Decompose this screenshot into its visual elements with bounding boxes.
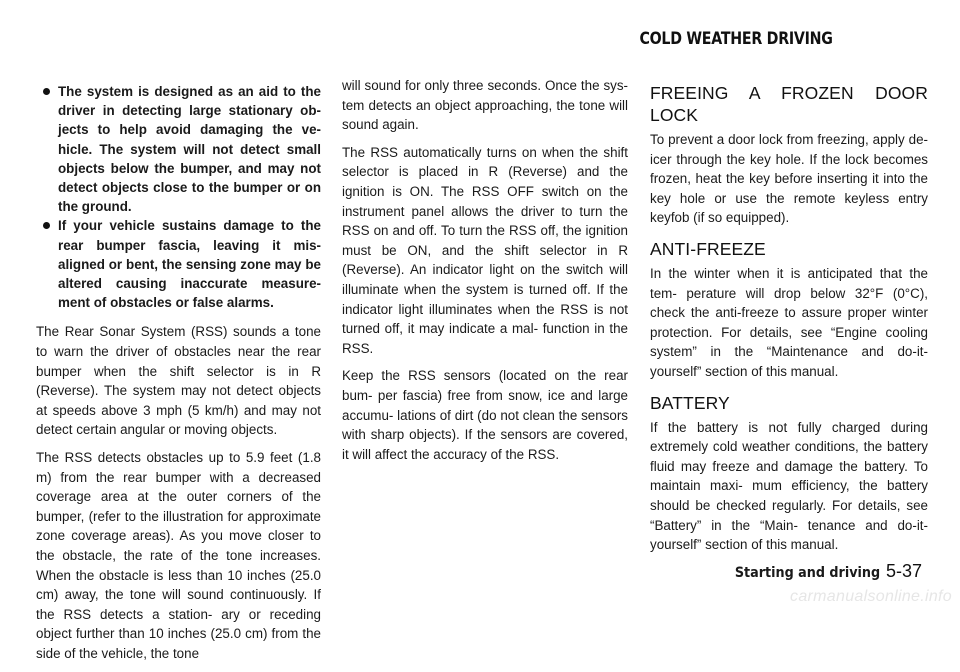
rss-tone-paragraph: will sound for only three seconds. Once the sys- tem detects an object approaching, the tone will sound again. (342, 78, 628, 133)
rss-intro-paragraph: The Rear Sonar System (RSS) sounds a tone to warn the driver of obstacles near the rear bumper when the shift selector is in R (Reverse). The system may not detect objects at speeds above 3 mph (5 km/h) and may not detect certain angular or moving objects. (36, 324, 321, 438)
rss-range-paragraph: The RSS detects obstacles up to 5.9 feet (1.8 m) from the rear bumper with a decreased coverage area at the outer corners of the bumper, (refer to the illustration for approximate zone coverage areas). As you move closer to the obstacle, the rate of the tone increases. When the obstacle is less than 10 inches (25.0 cm) away, the tone will sound continuously. If the RSS detects a station- ary or receding object further than 10 inches (25.0 cm) from the side of the vehicle, the tone (36, 450, 321, 661)
page-footer (715, 561, 922, 582)
page-number: 5-37 (885, 561, 922, 581)
frozen-door-lock-text: To prevent a door lock from freezing, apply de- icer through the key hole. If the lock becomes frozen, heat the key before inserting it into the key hole or use the remote keyless entry keyfob (if so equipped). (650, 132, 928, 226)
bullet-dot-icon (43, 88, 50, 95)
caution-bullet (36, 216, 321, 312)
column-1 (36, 82, 321, 672)
caution-bullet-text: If your vehicle sustains damage to the rear bumper fascia, leaving it mis- aligned or bent, the sensing zone may be altered causing inaccurate measure- ment of obstacles or false alarms. (58, 218, 321, 311)
section-title: COLD WEATHER DRIVING (639, 29, 833, 48)
caution-bullet-text: The system is designed as an aid to the driver in detecting large stationary ob- jects to help avoid damaging the ve- hicle. The system will not detect small objects below the bumper, and may not detect objects close to the bumper or on the ground. (58, 84, 321, 215)
chapter-name: Starting and driving (734, 565, 880, 581)
caution-bullet (36, 82, 321, 216)
rss-switch-paragraph: The RSS automatically turns on when the shift selector is placed in R (Reverse) and the ignition is ON. The RSS OFF switch on the instrument panel allows the driver to turn the RSS on and off. To turn the RSS off, the ignition must be ON, and the shift selector in R (Reverse). An indicator light on the switch will illuminate when the system is turned off. If the indicator light illuminates when the RSS is not turned off, it may indicate a mal- function in the RSS. (342, 144, 628, 356)
heading-battery: BATTERY (650, 392, 730, 413)
watermark: carmanualsonline.info (790, 588, 952, 605)
column-2 (342, 76, 628, 472)
battery-text: If the battery is not fully charged during extremely cold weather conditions, the battery fluid may freeze and damage the battery. To maintain maxi- mum efficiency, the battery should be checked regularly. For details, see “Battery” in the “Main- tenance and do-it-yourself” section of this manual. (650, 419, 928, 553)
anti-freeze-text: In the winter when it is anticipated that the tem- perature will drop below 32°F (0°C), check the anti-freeze to assure proper winter protection. For details, see “Engine cooling system” in the “Maintenance and do-it-yourself” section of this manual. (650, 265, 928, 379)
rss-sensors-paragraph: Keep the RSS sensors (located on the rear bum- per fascia) free from snow, ice and large accumu- lations of dirt (do not clean the sensors with sharp objects). If the sensors are covered, it will affect the accuracy of the RSS. (342, 368, 628, 462)
bullet-dot-icon (43, 222, 50, 229)
caution-bullet-list (36, 82, 321, 312)
heading-frozen-door-lock: FREEING A FROZEN DOOR LOCK (650, 83, 928, 125)
heading-anti-freeze: ANTI-FREEZE (650, 238, 766, 259)
column-3 (650, 82, 928, 555)
